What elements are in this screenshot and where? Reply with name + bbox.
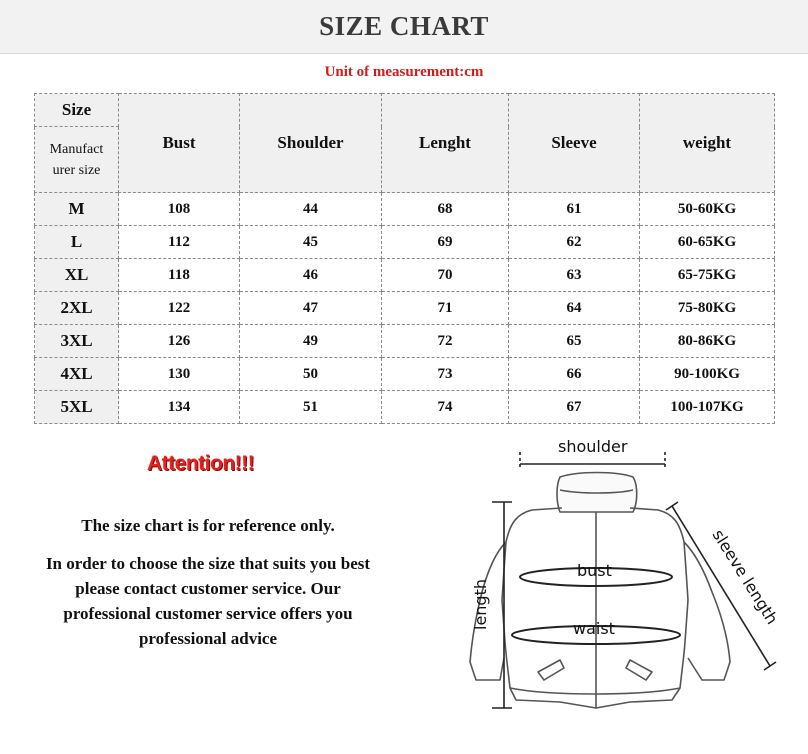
jacket-outline-icon xyxy=(470,473,730,709)
length-cell: 68 xyxy=(382,193,509,226)
shoulder-cell: 51 xyxy=(240,391,382,424)
sleeve-cell: 65 xyxy=(509,325,640,358)
table-row xyxy=(35,358,775,391)
length-cell: 71 xyxy=(382,292,509,325)
column-header-sleeve: Sleeve xyxy=(509,94,640,193)
shoulder-label: shoulder xyxy=(558,437,628,456)
size-cell: 2XL xyxy=(35,292,119,325)
shoulder-cell: 45 xyxy=(240,226,382,259)
column-header-weight: weight xyxy=(640,94,775,193)
bust-cell: 130 xyxy=(119,358,240,391)
sleeve-cell: 61 xyxy=(509,193,640,226)
weight-cell: 50-60KG xyxy=(640,193,775,226)
length-label: length xyxy=(471,579,490,630)
length-cell: 73 xyxy=(382,358,509,391)
sleeve-cell: 66 xyxy=(509,358,640,391)
shoulder-cell: 46 xyxy=(240,259,382,292)
size-header: Size xyxy=(35,94,119,127)
weight-cell: 100-107KG xyxy=(640,391,775,424)
weight-cell: 75-80KG xyxy=(640,292,775,325)
shoulder-cell: 44 xyxy=(240,193,382,226)
contact-notice: In order to choose the size that suits you best please contact customer service. Our professional customer service offers you professional advice xyxy=(45,554,371,648)
size-table-body xyxy=(35,193,775,424)
reference-notice: The size chart is for reference only. xyxy=(81,516,335,535)
sleeve-cell: 62 xyxy=(509,226,640,259)
size-cell: 3XL xyxy=(35,325,119,358)
size-cell: XL xyxy=(35,259,119,292)
bust-cell: 112 xyxy=(119,226,240,259)
weight-cell: 65-75KG xyxy=(640,259,775,292)
column-header-shoulder: Shoulder xyxy=(240,94,382,193)
bust-label: bust xyxy=(577,561,612,580)
weight-cell: 60-65KG xyxy=(640,226,775,259)
unit-note: Unit of measurement:cm xyxy=(324,64,484,80)
table-row xyxy=(35,391,775,424)
length-cell: 72 xyxy=(382,325,509,358)
attention-heading: Attention!!! xyxy=(147,452,255,475)
table-row xyxy=(35,226,775,259)
sleeve-length-label: sleeve length xyxy=(708,526,782,628)
weight-cell: 90-100KG xyxy=(640,358,775,391)
jacket-measurement-diagram xyxy=(440,430,790,720)
size-cell: M xyxy=(35,193,119,226)
shoulder-cell: 49 xyxy=(240,325,382,358)
table-row xyxy=(35,325,775,358)
bust-cell: 122 xyxy=(119,292,240,325)
bust-cell: 134 xyxy=(119,391,240,424)
bust-cell: 108 xyxy=(119,193,240,226)
page-title: SIZE CHART xyxy=(319,11,489,41)
sleeve-cell: 67 xyxy=(509,391,640,424)
table-row xyxy=(35,292,775,325)
shoulder-cell: 47 xyxy=(240,292,382,325)
sleeve-cell: 64 xyxy=(509,292,640,325)
size-cell: L xyxy=(35,226,119,259)
bust-cell: 126 xyxy=(119,325,240,358)
table-row xyxy=(35,193,775,226)
column-header-bust: Bust xyxy=(119,94,240,193)
title-banner xyxy=(0,0,808,54)
length-cell: 74 xyxy=(382,391,509,424)
bust-cell: 118 xyxy=(119,259,240,292)
waist-label: waist xyxy=(573,619,615,638)
length-cell: 70 xyxy=(382,259,509,292)
size-table xyxy=(34,93,775,424)
sleeve-cell: 63 xyxy=(509,259,640,292)
shoulder-cell: 50 xyxy=(240,358,382,391)
manufacturer-size-header: Manufact urer size xyxy=(35,127,119,193)
size-cell: 4XL xyxy=(35,358,119,391)
table-row xyxy=(35,259,775,292)
column-header-length: Lenght xyxy=(382,94,509,193)
length-cell: 69 xyxy=(382,226,509,259)
weight-cell: 80-86KG xyxy=(640,325,775,358)
size-cell: 5XL xyxy=(35,391,119,424)
